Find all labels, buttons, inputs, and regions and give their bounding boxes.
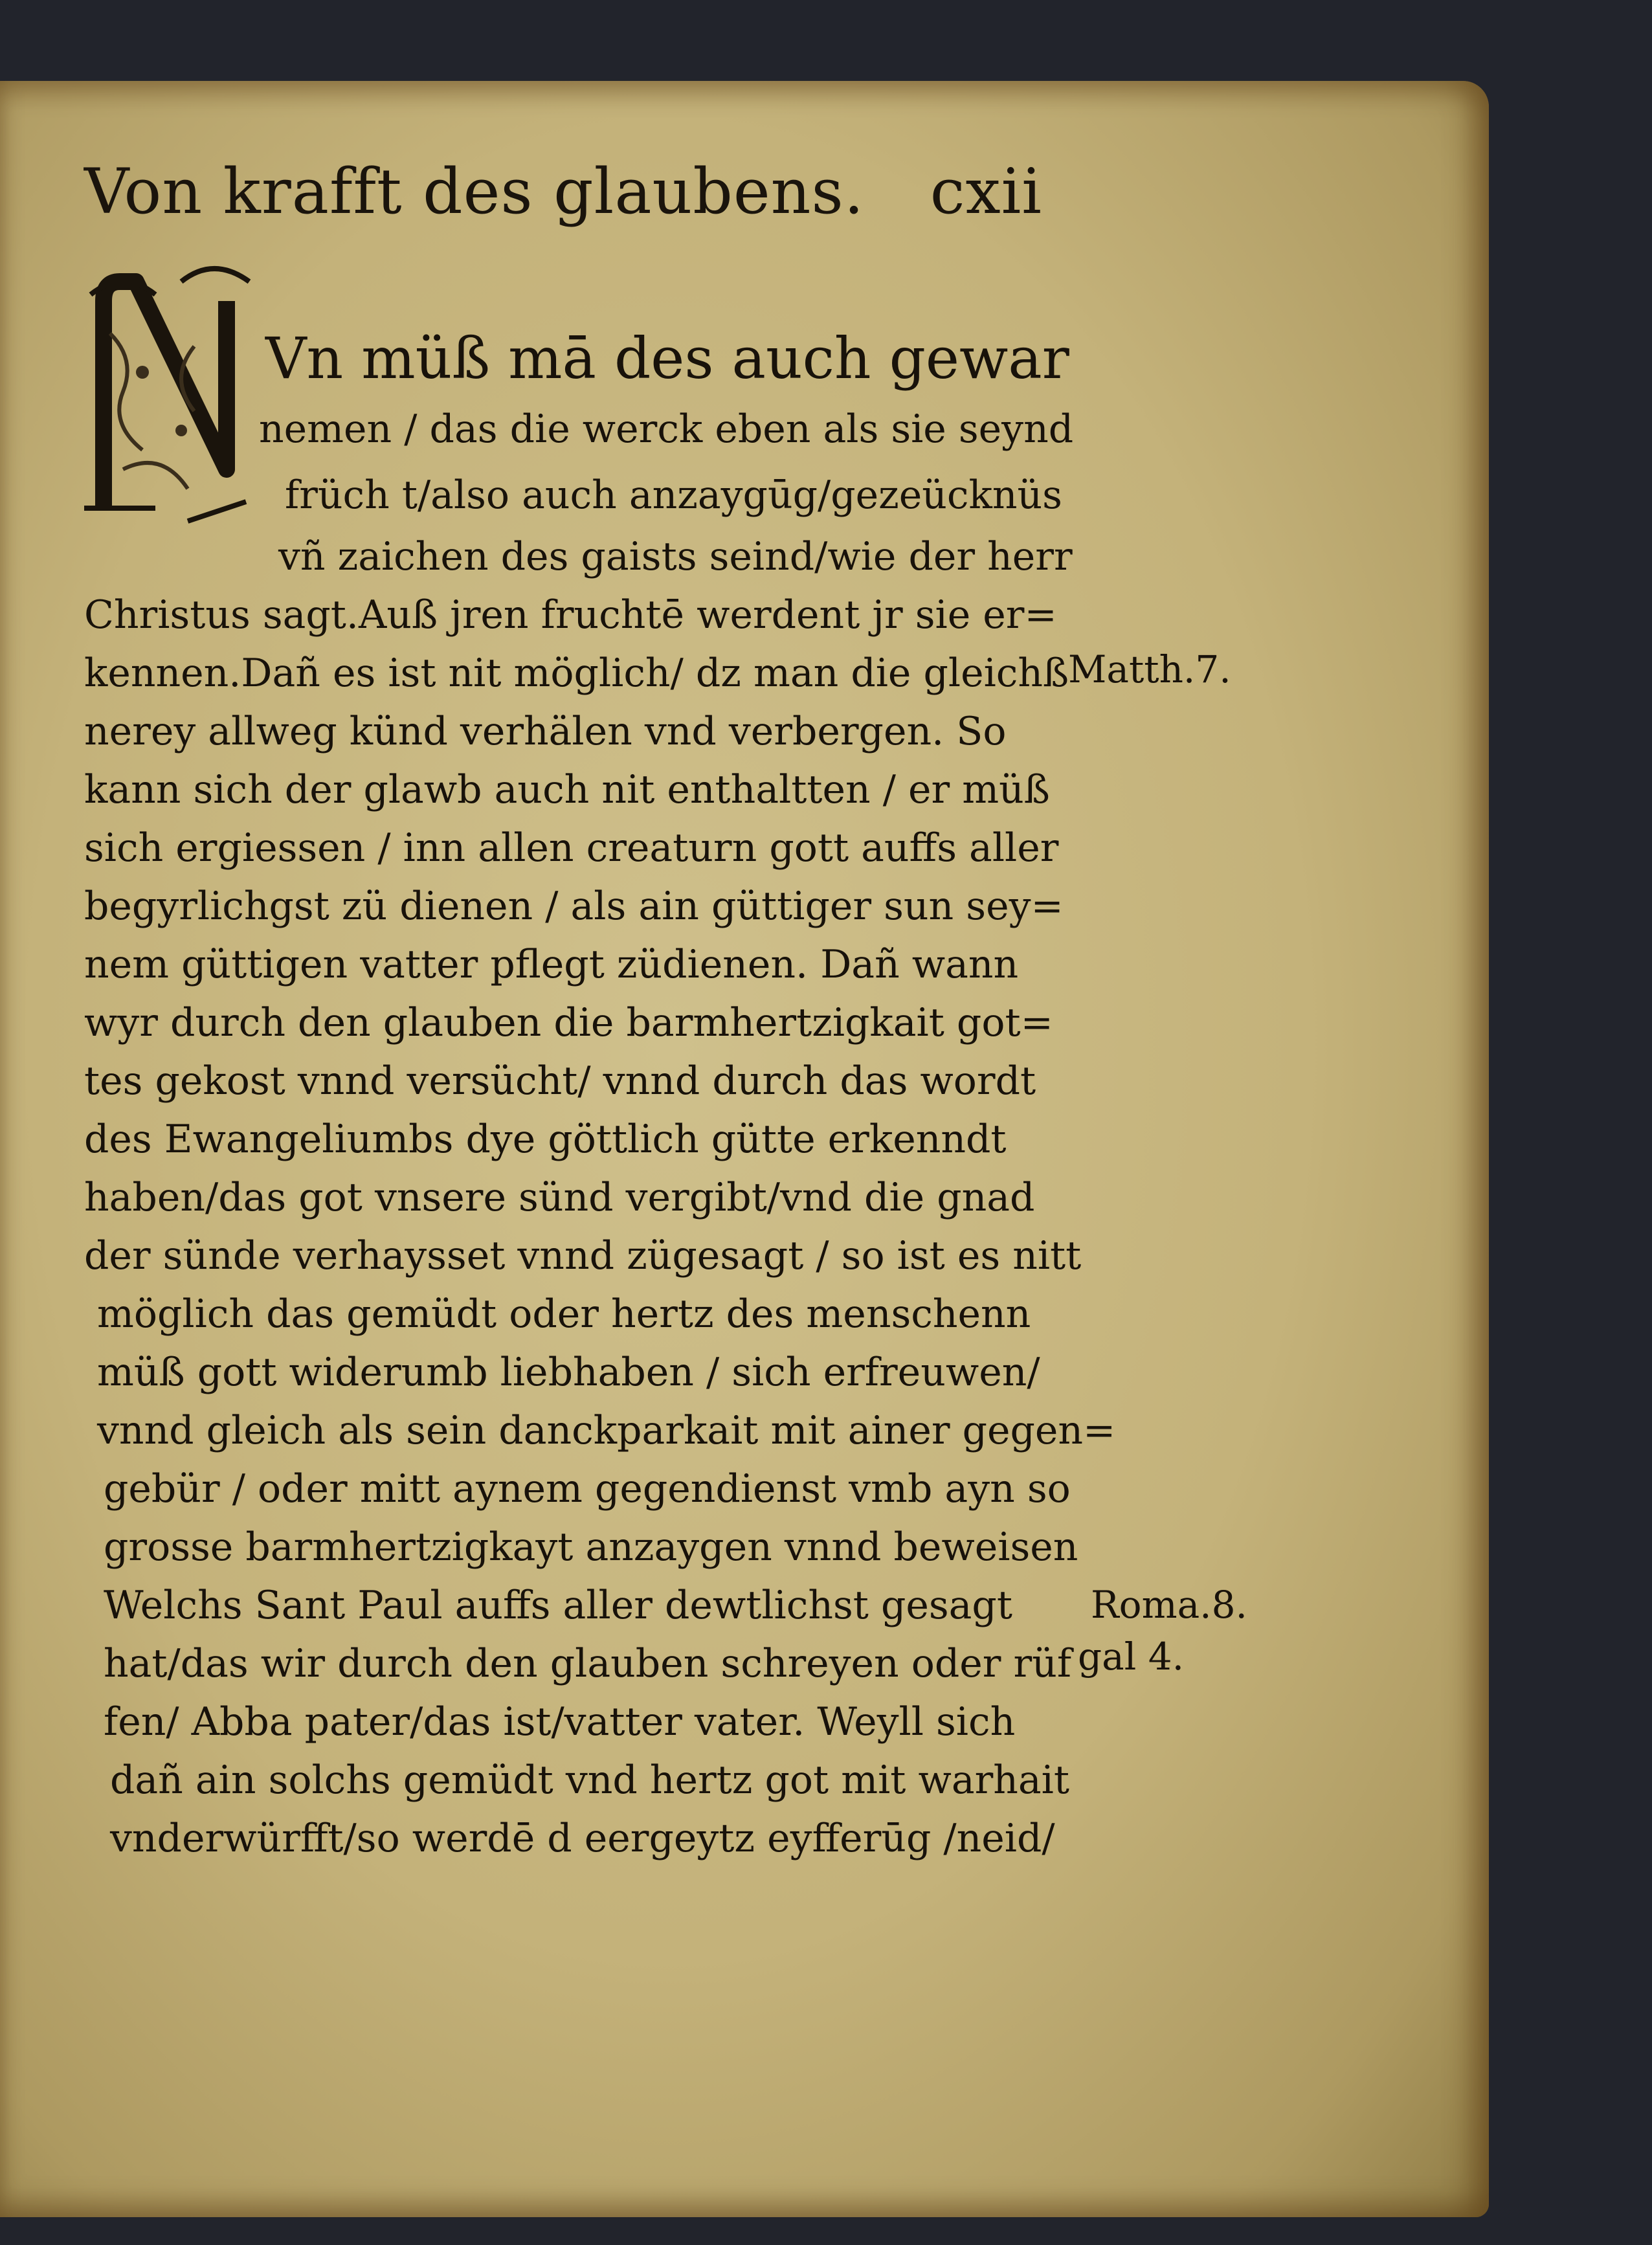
folio-number: cxii [930, 155, 1042, 228]
text-line: der sünde verhaysset vnnd zügesagt / so ist es nitt [84, 1233, 1082, 1279]
text-line: des Ewangeliumbs dye göttlich gütte erkenndt [84, 1117, 1007, 1162]
text-line: vnderwürfft/so werdē d eergeytz eyfferūg /neid/ [110, 1816, 1055, 1861]
text-line: Welchs Sant Paul auffs aller dewtlichst gesagt [104, 1583, 1012, 1628]
text-line: vñ zaichen des gaists seind/wie der herr [278, 534, 1073, 579]
text-line: nem güttigen vatter pflegt züdienen. Dañ wann [84, 942, 1019, 987]
text-line: sich ergiessen / inn allen creaturn gott auffs aller [84, 825, 1059, 871]
text-line: hat/das wir durch den glauben schreyen oder rüf [104, 1641, 1072, 1686]
text-line: Christus sagt.Auß jren fruchtē werdent jr sie er= [84, 592, 1057, 638]
text-line: nerey allweg künd verhälen vnd verbergen. So [84, 709, 1007, 754]
text-line: Vn müß mā des auch gewar [265, 325, 1069, 392]
text-line: grosse barmhertzigkayt anzaygen vnnd beweisen [104, 1525, 1078, 1570]
text-line: gebür / oder mitt aynem gegendienst vmb ayn so [104, 1466, 1071, 1512]
text-line: tes gekost vnnd versücht/ vnnd durch das wordt [84, 1058, 1036, 1104]
text-line: fen/ Abba pater/das ist/vatter vater. Weyll sich [104, 1699, 1016, 1745]
running-head [84, 155, 1042, 240]
margin-note: gal 4. [1078, 1635, 1185, 1679]
running-title: Von krafft des glaubens. [84, 155, 865, 228]
text-line: kennen.Dañ es ist nit möglich/ dz man die gleichß [84, 651, 1069, 696]
margin-note: Roma.8. [1091, 1583, 1247, 1627]
text-line: möglich das gemüdt oder hertz des menschenn [97, 1291, 1031, 1337]
text-line: dañ ain solchs gemüdt vnd hertz got mit warhait [110, 1758, 1069, 1803]
text-line: haben/das got vnsere sünd vergibt/vnd die gnad [84, 1175, 1035, 1220]
decorated-initial-n [84, 256, 259, 528]
text-line: wyr durch den glauben die barmhertzigkait got= [84, 1000, 1053, 1045]
text-line: vnnd gleich als sein danckparkait mit ainer gegen= [97, 1408, 1116, 1453]
text-line: müß gott widerumb liebhaben / sich erfreuwen/ [97, 1350, 1040, 1395]
text-line: nemen / das die werck eben als sie seynd [259, 407, 1074, 452]
text-line: früch t/also auch anzaygūg/gezeücknüs [285, 473, 1062, 518]
margin-note: Matth.7. [1068, 647, 1231, 691]
text-line: kann sich der glawb auch nit enthaltten / er müß [84, 767, 1050, 812]
text-line: begyrlichgst zü dienen / als ain güttiger sun sey= [84, 884, 1064, 929]
